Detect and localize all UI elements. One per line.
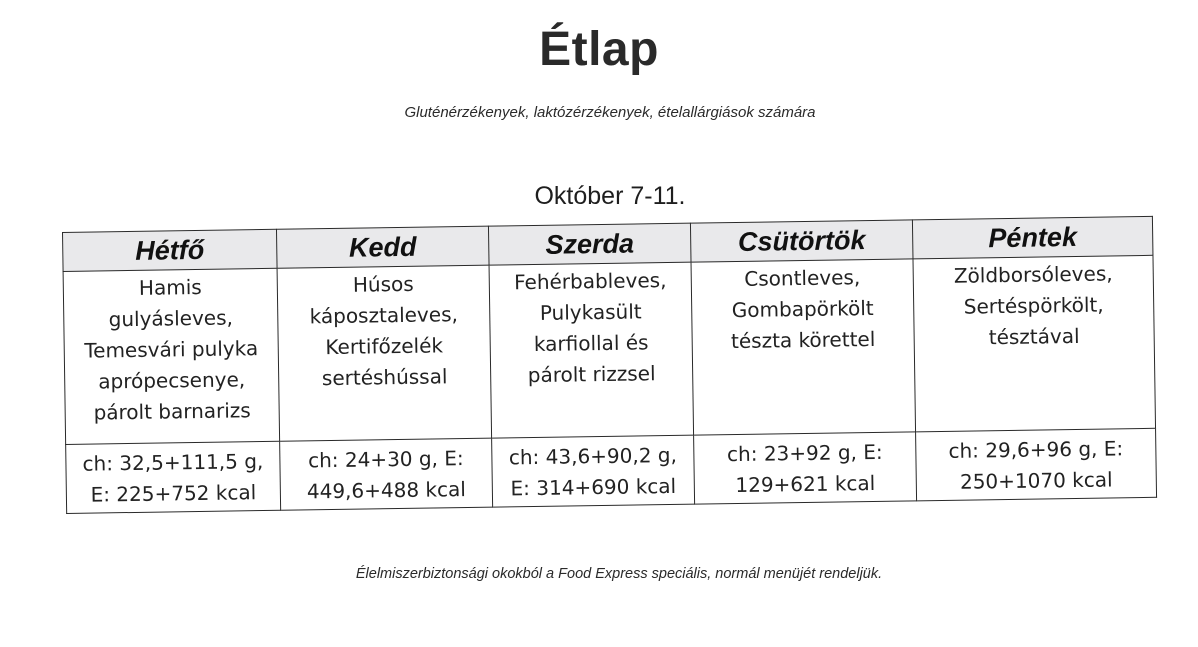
nutrition-line: E: 314+690 kcal [510, 473, 677, 501]
menu-table [62, 216, 1157, 514]
dish-line: tészta körettel [730, 326, 876, 354]
nutrition-line: 129+621 kcal [735, 470, 876, 498]
nutrition-cell-wednesday [492, 435, 695, 507]
subtitle: Gluténérzékenyek, laktózérzékenyek, ételallárgiások számára [404, 104, 816, 121]
nutrition-line: ch: 29,6+96 g, E: [948, 436, 1124, 463]
dish-line: káposztaleves, [309, 302, 459, 329]
dish-line: karfiollal és [533, 330, 649, 357]
day-header-wednesday: Szerda [488, 223, 691, 265]
dish-line: tésztával [988, 323, 1080, 350]
dish-line: Húsos [352, 271, 414, 297]
nutrition-line: E: 225+752 kcal [90, 480, 257, 507]
dish-line: Gombapörkölt [731, 295, 874, 323]
dish-line: Csontleves, [744, 265, 861, 291]
nutrition-line: ch: 32,5+111,5 g, [82, 449, 264, 476]
dishes-cell-friday [913, 255, 1156, 432]
day-header-tuesday: Kedd [276, 226, 489, 268]
dish-line: párolt barnarizs [93, 398, 251, 425]
nutrition-cell-thursday [694, 432, 917, 504]
dishes-cell-monday [63, 268, 280, 444]
nutrition-row [66, 428, 1157, 513]
dish-line: Temesvári pulyka [84, 336, 259, 363]
dish-line: Kertifőzelék [325, 333, 444, 360]
dish-line: párolt rizzsel [527, 361, 656, 388]
nutrition-line: ch: 24+30 g, E: [307, 446, 464, 473]
dish-line: sertéshússal [321, 364, 448, 391]
day-header-friday: Péntek [912, 216, 1153, 259]
day-header-thursday: Csütörtök [690, 220, 913, 262]
dishes-cell-wednesday [489, 262, 694, 438]
dishes-row [63, 255, 1155, 444]
nutrition-cell-friday [916, 428, 1157, 501]
nutrition-line: ch: 43,6+90,2 g, [508, 442, 678, 470]
nutrition-line: 250+1070 kcal [959, 467, 1113, 494]
dishes-cell-tuesday [277, 265, 492, 441]
day-header-monday: Hétfő [63, 229, 278, 271]
dish-line: Sertéspörkölt, [963, 292, 1104, 319]
dish-line: Pulykasült [539, 299, 642, 325]
nutrition-line: 449,6+488 kcal [306, 477, 467, 504]
page-title: Étlap [539, 23, 659, 76]
nutrition-line: ch: 23+92 g, E: [726, 439, 883, 467]
dish-line: aprópecsenye, [98, 367, 246, 394]
dish-line: Fehérbableves, [513, 268, 667, 295]
footer-note: Élelmiszerbiztonsági okokból a Food Express speciális, normál menüjét rendeljük. [355, 566, 883, 582]
dishes-cell-thursday [691, 259, 916, 435]
dish-line: Hamis [138, 274, 202, 300]
nutrition-cell-monday [66, 441, 281, 513]
dish-line: Zöldborsóleves, [953, 261, 1113, 288]
dish-line: gulyásleves, [108, 305, 234, 332]
date-range: Október 7-11. [534, 182, 686, 210]
nutrition-cell-tuesday [280, 438, 493, 510]
